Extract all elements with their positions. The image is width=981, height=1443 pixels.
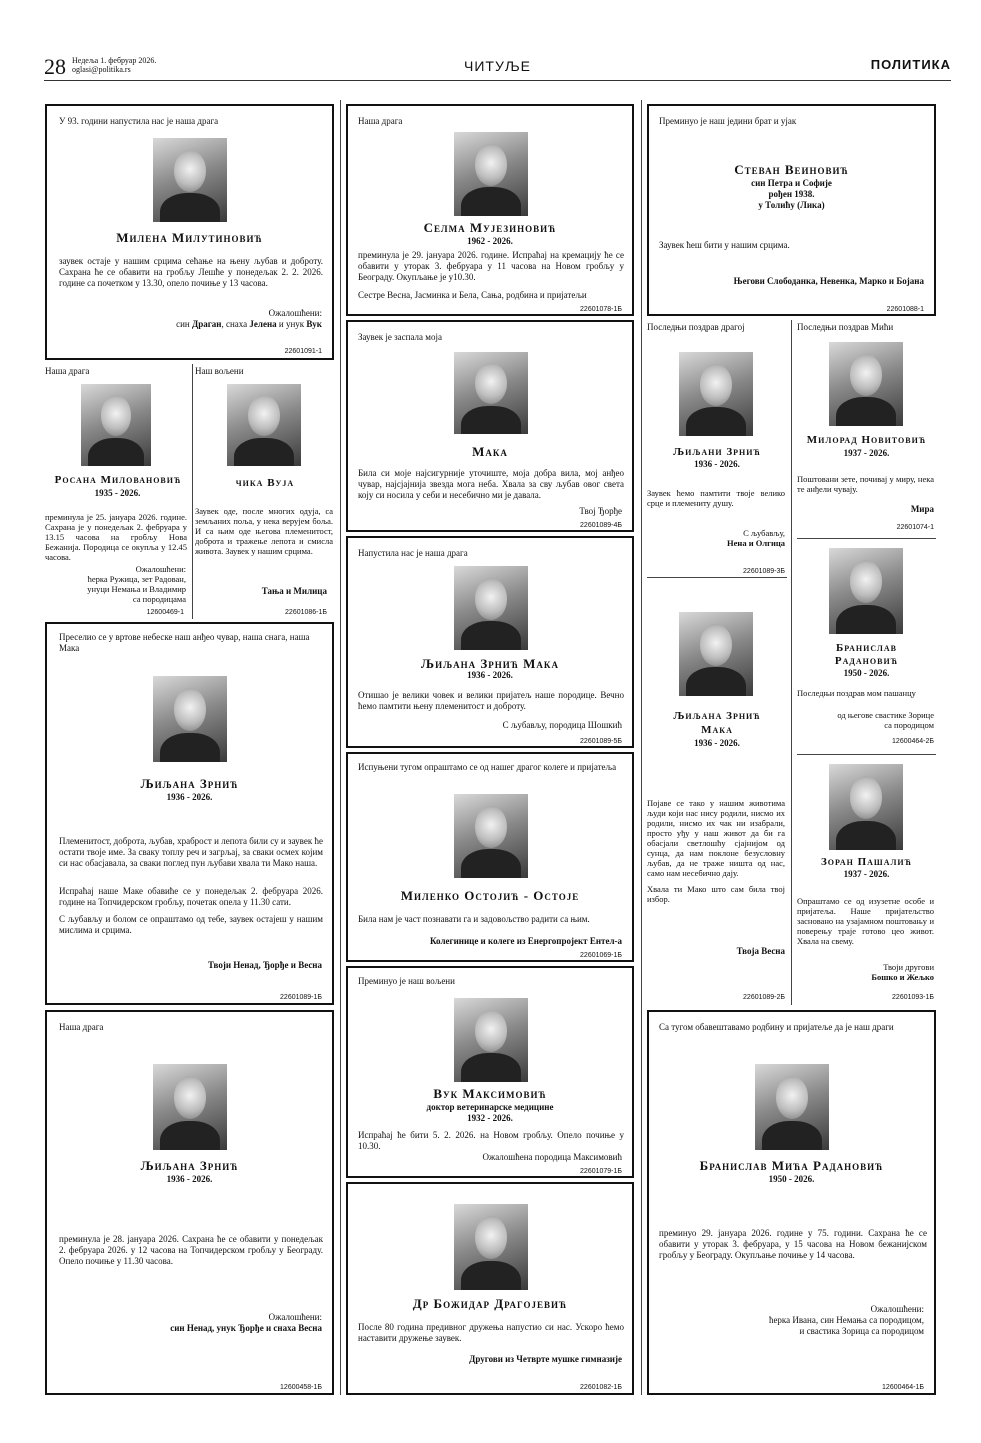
deceased-nickname: Мака <box>701 724 733 736</box>
portrait-photo <box>81 384 151 466</box>
deceased-name: Вук Максимовић <box>433 1086 547 1101</box>
life-years: 1937 - 2026. <box>843 869 890 879</box>
signature: Ожалошћени: син Драган, снаха Јелена и унук Вук <box>176 308 322 329</box>
deceased-name: Љиљана Зрнић <box>140 776 239 791</box>
signature: Ожалошћена породица Максимовић <box>482 1152 622 1162</box>
signature: Ожалошћени: ћерка Ружица, зет Радован, унуци Немања и Владимир са породицама <box>87 564 186 604</box>
ad-code: 12600464-2Б <box>892 738 934 745</box>
notice-intro: У 93. години напустила нас је наша драга <box>59 116 219 126</box>
notice-intro: Напустила нас је наша драга <box>358 548 468 558</box>
deceased-name: Росана Миловановић <box>54 474 182 486</box>
notice-intro: Наша драга <box>45 366 90 376</box>
life-years: 1935 - 2026. <box>94 488 141 498</box>
signature: С љубављу, породица Шошкић <box>502 720 622 730</box>
notice-zoran <box>797 760 936 1005</box>
life-years: 1950 - 2026. <box>843 668 890 678</box>
notice-intro: Испуњени тугом опраштамо се од нашег драгог колеге и пријатеља <box>358 762 617 772</box>
signature: од његове свастике Зорице са породицом <box>837 710 934 730</box>
birth-line: рођен 1938. <box>768 189 815 199</box>
signature: Колегинице и колеге из Енергопројект Ентел-а <box>429 936 622 946</box>
life-years: 1950 - 2026. <box>768 1174 815 1184</box>
ad-code: 22601086-1Б <box>285 609 327 616</box>
ad-code: 22601082-1Б <box>580 1384 622 1391</box>
ad-code: 22601089-4Б <box>580 522 622 529</box>
column-divider <box>641 100 642 1395</box>
notice-ljiljana-zrnic-2 <box>45 1010 334 1395</box>
notice-intro: Последњи поздрав драгој <box>647 322 745 332</box>
notice-text: преминула је 29. јануара 2026. године. Испраћај на кремацију ће се обавити у уторак 3. фебруара у 11 часова на Новом гробљу у Београду. Окупљање је у10.30. <box>358 250 624 282</box>
ad-code: 22601093-1Б <box>892 994 934 1001</box>
notice-ljiljana-zrnic <box>45 622 334 1005</box>
portrait-photo <box>679 352 753 436</box>
box-divider <box>647 577 787 578</box>
ad-code: 22601069-1Б <box>580 952 622 959</box>
portrait-photo <box>454 352 528 434</box>
deceased-title: доктор ветеринарске медицине <box>426 1102 554 1112</box>
box-divider <box>192 364 193 619</box>
portrait-photo <box>454 998 528 1082</box>
life-years: 1932 - 2026. <box>467 1113 513 1123</box>
ad-code: 22601088-1 <box>886 306 924 313</box>
portrait-photo <box>454 794 528 878</box>
box-divider <box>797 754 936 755</box>
ad-code: 22601089-1Б <box>280 994 322 1001</box>
notice-text: преминула је 25. јануара 2026. године. Сахрана је у понедељак 2. фебруара у 13.15 часова на гробљу Нова Бежанија. Породица се окупља у 12.45 часова. <box>45 512 187 562</box>
ad-code: 12600469-1 <box>146 609 184 616</box>
notice-text: Заувек оде, после многих одуја, са земљаних поља, у нека верујем боља. И са њим оде његова племенитост, доброта и тражење лепота и смисла живота. Заувек у нашим срцима. <box>195 506 333 556</box>
notice-branislav-pasanac <box>797 544 936 754</box>
notice-milena <box>45 104 334 360</box>
deceased-name: Миленко Остојић - Остоје <box>400 888 580 903</box>
notice-text: заувек остаје у нашим срцима сећање на њену љубав и доброту. Сахрана ће се обавити на гробљу Лешће у понедељак 2. 2. 2026. године са почетком у 13.30, опело почиње у 13 часова. <box>59 256 323 288</box>
deceased-name: Мака <box>472 444 508 459</box>
deceased-name: Зоран Пашалић <box>820 856 913 868</box>
notice-text: преминуо 29. јануара 2026. године у 75. години. Сахрана ће се обавити у уторак 3. фебруара, у 15 часова на Новом бежанијском гробљу у Београду. Окупљање почиње у 14 часова. <box>659 1228 927 1260</box>
deceased-name: Милена Милутиновић <box>116 230 263 245</box>
deceased-name: Љиљана Зрнић <box>673 710 761 722</box>
portrait-photo <box>454 566 528 650</box>
page-number: 28 <box>44 54 66 79</box>
portrait-photo <box>829 764 903 850</box>
notice-ljiljana-maka <box>346 536 634 748</box>
signature: Другови из Четврте мушке гимназије <box>469 1354 622 1364</box>
page-header <box>44 52 951 81</box>
notice-text: Појаве се тако у нашим животима људи који нас нису родили, нисмо их родили, нисмо их чак ни изабрали, просто уђу у наш живот да би га обасјали светлошћу сјајнијом од сунца, да нам поклоне безусловну љубав, да не траже ништа од нас, само нам несебично дају. <box>647 798 785 878</box>
notice-text: Хвала ти Мако што сам била твој избор. <box>647 884 785 904</box>
deceased-name: Селма Мујезиновић <box>423 220 557 235</box>
notice-text: Опраштамо се од изузетне особе и пријатеља. Наше пријатељство засновано на узајамном поштовању и поверењу траје готово цео живот. Хвала на свему. <box>797 896 934 946</box>
notice-intro: Наша драга <box>358 116 403 126</box>
ad-code: 22601089-2Б <box>743 994 785 1001</box>
notice-intro: Последњи поздрав мом пашанцу <box>797 688 916 698</box>
portrait-photo <box>227 384 301 466</box>
section-title: ЧИТУЉЕ <box>464 58 531 74</box>
notice-text: преминула је 28. јануара 2026. Сахрана ће се обавити у понедељак 2. фебруара 2026. у 12 часова на Топчидерском гробљу у Београду. Опело почиње у 11.30 часова. <box>59 1234 323 1266</box>
newspaper-logo: ПОЛИТИКА <box>870 57 951 72</box>
signature: Његови Слободанка, Невенка, Марко и Бојана <box>733 276 924 286</box>
signature: Твој Ђорђе <box>579 506 622 516</box>
notice-text: Племенитост, доброта, љубав, храброст и лепота били су и заувек ће остати твоје име. За сваку топлу реч и загрљај, за сваки осмех којим си нас обасјавала, за сваки поглед пун љубави хвала ти Мако наша. <box>59 836 323 868</box>
notice-text: Била нам је част познавати га и задовољство радити са њим. <box>358 914 590 924</box>
notice-text: После 80 година предивног дружења напустио си нас. Ускоро ћемо наставити дружење заувек. <box>358 1322 624 1343</box>
notice-intro: Преминуо је наш једини брат и ујак <box>659 116 797 126</box>
portrait-photo <box>153 138 227 222</box>
notice-intro: Наша драга <box>59 1022 104 1032</box>
parents-line: син Петра и Софије <box>751 178 832 188</box>
box-divider <box>791 320 792 1005</box>
notice-intro: Са тугом обавештавамо родбину и пријатеље да је наш драги <box>659 1022 894 1032</box>
notice-text: Поштовани зете, почивај у миру, нека те анђели чувају. <box>797 474 934 494</box>
issue-email: oglasi@politika.rs <box>72 65 131 74</box>
notice-rosana <box>45 364 190 619</box>
notice-intro: Преминуо је наш вољени <box>358 976 455 986</box>
portrait-photo <box>829 342 903 426</box>
life-years: 1936 - 2026. <box>467 670 513 680</box>
deceased-name: Љиљана Зрнић Мака <box>421 656 559 671</box>
portrait-photo <box>679 612 753 696</box>
notice-selma <box>346 104 634 316</box>
deceased-name: Бранислав Мића Радановић <box>699 1158 884 1173</box>
signature: Ожалошћени: ћерка Ивана, син Немања са породицом, и свастика Зорица са породицом <box>768 1304 924 1336</box>
portrait-photo <box>755 1064 829 1150</box>
deceased-name: Милорад Новитовић <box>806 434 927 446</box>
ad-code: 22601074-1 <box>896 524 934 531</box>
portrait-photo <box>829 548 903 634</box>
notice-text: Испраћај ће бити 5. 2. 2026. на Новом гробљу. Опело почиње у 10.30. <box>358 1130 624 1151</box>
signature: Мира <box>910 504 934 514</box>
deceased-name: Љиљана Зрнић <box>140 1158 239 1173</box>
portrait-photo <box>454 132 528 216</box>
deceased-name: Бранислав <box>835 642 897 654</box>
notice-text: Отишао је велики човек и велики пријатељ наше породице. Вечно ћемо памтити њену племенитост и доброту. <box>358 690 624 711</box>
deceased-name: Љиљани Зрнић <box>673 446 761 458</box>
deceased-name: чика Вуја <box>235 477 295 489</box>
life-years: 1937 - 2026. <box>843 448 890 458</box>
deceased-name: Стеван Веиновић <box>734 162 849 177</box>
notice-text: Заувек ћемо памтити твоје велико срце и племениту душу. <box>647 488 785 508</box>
notice-intro: Последњи поздрав Мићи <box>797 322 894 332</box>
ad-code: 12600458-1Б <box>280 1384 322 1391</box>
notice-text: С љубављу и болом се опраштамо од тебе, заувек остајеш у нашим мислима и срцима. <box>59 914 323 935</box>
deceased-surname: Радановић <box>834 655 899 667</box>
signature: Ожалошћени: син Ненад, унук Ђорђе и снаха Весна <box>170 1312 322 1333</box>
notice-ljiljana-vesna <box>647 582 787 1005</box>
notice-text: Испраћај наше Маке обавиће се у понедељак 2. фебруара 2026. године на Топчидерском гробљу, почетак опела у 11.30 сати. <box>59 886 323 907</box>
life-years: 1962 - 2026. <box>467 236 513 246</box>
notice-branislav-mica <box>647 1010 936 1395</box>
ad-code: 22601078-1Б <box>580 306 622 313</box>
life-years: 1936 - 2026. <box>694 459 740 469</box>
ad-code: 22601079-1Б <box>580 1168 622 1175</box>
signature: Твоји Ненад, Ђорђе и Весна <box>207 960 322 970</box>
life-years: 1936 - 2026. <box>166 792 213 802</box>
birthplace-line: у Толићу (Лика) <box>758 200 825 210</box>
ad-code: 22601089-5Б <box>580 738 622 745</box>
life-years: 1936 - 2026. <box>694 738 740 748</box>
box-divider <box>797 538 936 539</box>
life-years: 1936 - 2026. <box>166 1174 213 1184</box>
portrait-photo <box>454 1204 528 1290</box>
notice-intro: Преселио се у вртове небеске наш анђео чувар, наша снага, наша Мака <box>59 632 310 653</box>
notice-bozidar <box>346 1182 634 1395</box>
ad-code: 22601091-1 <box>284 348 322 355</box>
issue-meta <box>72 56 156 74</box>
signature: Твоја Весна <box>736 946 785 956</box>
notice-milorad <box>797 320 936 538</box>
notice-text: Заувек ћеш бити у нашим срцима. <box>659 240 790 250</box>
notice-vuk <box>346 966 634 1178</box>
ad-code: 22601089-3Б <box>743 568 785 575</box>
ad-code: 12600464-1Б <box>882 1384 924 1391</box>
portrait-photo <box>153 676 227 762</box>
column-divider <box>340 100 341 1395</box>
signature: Тања и Милица <box>261 586 327 596</box>
signature: Сестре Весна, Јасминка и Бела, Сања, родбина и пријатељи <box>358 290 587 300</box>
deceased-name: Др Божидар Драгојевић <box>412 1296 568 1311</box>
signature: С љубављу, Нена и Олгица <box>727 528 785 548</box>
issue-date: Недеља 1. фебруар 2026. <box>72 56 157 65</box>
notice-ljiljana-farewell <box>647 320 787 578</box>
notice-text: Била си моје најсигурније уточиште, моја добра вила, мој анђео чувар, најсјајнија звезда мога неба. Хвала за сву љубав овог света коју си носила у себи и несебично ми је давала. <box>358 468 624 500</box>
notice-vuja <box>195 364 335 619</box>
notice-intro: Наш вољени <box>195 366 244 376</box>
signature: Твоји другови Бошко и Жељко <box>871 962 934 982</box>
portrait-photo <box>153 1064 227 1150</box>
notice-maka <box>346 320 634 532</box>
notice-stevan <box>647 104 936 316</box>
notice-milenko <box>346 752 634 962</box>
notice-intro: Заувек је заспала моја <box>358 332 442 342</box>
